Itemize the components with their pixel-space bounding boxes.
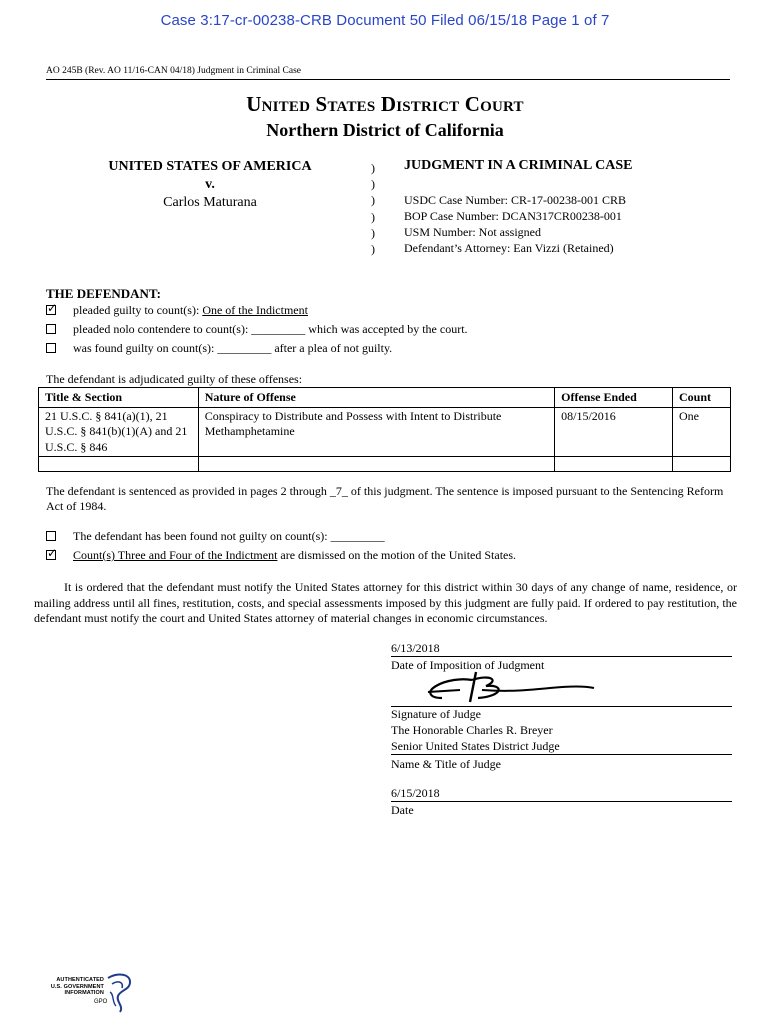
offense-ended: 08/15/2016 [555, 407, 673, 457]
offense-title-section: 21 U.S.C. § 841(a)(1), 21 U.S.C. § 841(b)(1)(A) and 21 U.S.C. § 846 [39, 407, 199, 457]
table-row [39, 407, 731, 457]
nolo-contendere-checkbox[interactable] [46, 324, 56, 334]
defendant-attorney: Defendant’s Attorney: Ean Vizzi (Retained) [404, 241, 614, 255]
eagle-icon [104, 972, 134, 1014]
divider [391, 754, 732, 755]
col-header-title-section: Title & Section [39, 388, 199, 408]
dismissed-checkbox[interactable] [46, 546, 58, 560]
imposition-date-label: Date of Imposition of Judgment [391, 658, 545, 672]
judge-title: Senior United States District Judge [391, 739, 560, 753]
gpo-seal-text: AUTHENTICATED U.S. GOVERNMENT INFORMATION [50, 977, 104, 996]
court-title: United States District Court [246, 92, 524, 116]
case-details [404, 158, 632, 256]
col-header-nature: Nature of Offense [198, 388, 554, 408]
judge-name: The Honorable Charles R. Breyer [391, 723, 553, 737]
found-guilty-row: was found guilty on count(s): _________ after a plea of not guilty. [46, 341, 392, 356]
header-divider [46, 79, 730, 80]
plaintiff-name: UNITED STATES OF AMERICA [108, 159, 312, 174]
pleaded-guilty-counts: One of the Indictment [202, 303, 308, 317]
dismissed-counts: Count(s) Three and Four of the Indictment [73, 548, 278, 562]
divider [391, 656, 732, 657]
notification-order-paragraph: It is ordered that the defendant must notify the United States attorney for this district within 30 days of any change of name, residence, or mailing address until all fines, restitution, costs, and special assessments imposed by this judgment are fully paid. If ordered to pay restitution, the defendant must notify the court and United States attorney of material changes in economic circumstances. [34, 580, 737, 625]
not-guilty-row: The defendant has been found not guilty on count(s): _________ [46, 529, 385, 544]
table-row-empty [39, 457, 731, 472]
offenses-intro: The defendant is adjudicated guilty of these offenses: [46, 372, 303, 386]
gpo-label: GPO [94, 999, 108, 1005]
versus-label: v. [205, 177, 215, 192]
signature-date-block [391, 786, 732, 818]
judge-signature-block [391, 706, 732, 772]
judgment-title: JUDGMENT IN A CRIMINAL CASE [404, 158, 633, 173]
offense-count: One [673, 407, 731, 457]
sentencing-statement: The defendant is sentenced as provided in pages 2 through _7_ of this judgment. The sentence is imposed pursuant to the Sentencing Reform Act of 1984. [46, 484, 724, 513]
col-header-offense-ended: Offense Ended [555, 388, 673, 408]
imposition-date: 6/13/2018 [391, 641, 440, 655]
checkmark-icon: ✓ [47, 546, 58, 560]
gpo-authentication-seal [44, 972, 144, 1016]
caption-parentheses: ) ) ) ) ) ) [371, 161, 375, 257]
col-header-count: Count [673, 388, 731, 408]
the-defendant-heading: THE DEFENDANT: [46, 286, 161, 301]
checkmark-icon: ✓ [47, 301, 58, 315]
court-district: Northern District of California [266, 120, 504, 140]
offense-nature: Conspiracy to Distribute and Possess with Intent to Distribute Methamphetamine [198, 407, 554, 457]
divider [391, 801, 732, 802]
bop-case-number: BOP Case Number: DCAN317CR00238-001 [404, 209, 622, 223]
not-guilty-checkbox[interactable] [46, 531, 56, 541]
signature-label: Signature of Judge [391, 707, 481, 721]
usdc-case-number: USDC Case Number: CR-17-00238-001 CRB [404, 193, 626, 207]
pleaded-guilty-row: ✓ pleaded guilty to count(s): One of the Indictment [47, 301, 308, 317]
date-label: Date [391, 803, 414, 817]
defendant-name: Carlos Maturana [163, 195, 257, 210]
usm-number: USM Number: Not assigned [404, 225, 541, 239]
dismissed-row: ✓ Count(s) Three and Four of the Indictment are dismissed on the motion of the United States. [47, 546, 517, 562]
found-guilty-checkbox[interactable] [46, 343, 56, 353]
signature-date: 6/15/2018 [391, 786, 440, 800]
name-title-label: Name & Title of Judge [391, 757, 501, 771]
nolo-contendere-row: pleaded nolo contendere to count(s): _________ which was accepted by the court. [46, 322, 468, 337]
pleaded-guilty-checkbox[interactable] [46, 301, 58, 315]
case-caption-parties [90, 158, 330, 212]
ecf-filing-header: Case 3:17-cr-00238-CRB Document 50 Filed 06/15/18 Page 1 of 7 [160, 12, 610, 29]
judge-signature-image [420, 668, 600, 706]
form-identifier: AO 245B (Rev. AO 11/16-CAN 04/18) Judgment in Criminal Case [46, 66, 301, 76]
offenses-table [38, 387, 731, 472]
offenses-header-row [39, 388, 731, 408]
